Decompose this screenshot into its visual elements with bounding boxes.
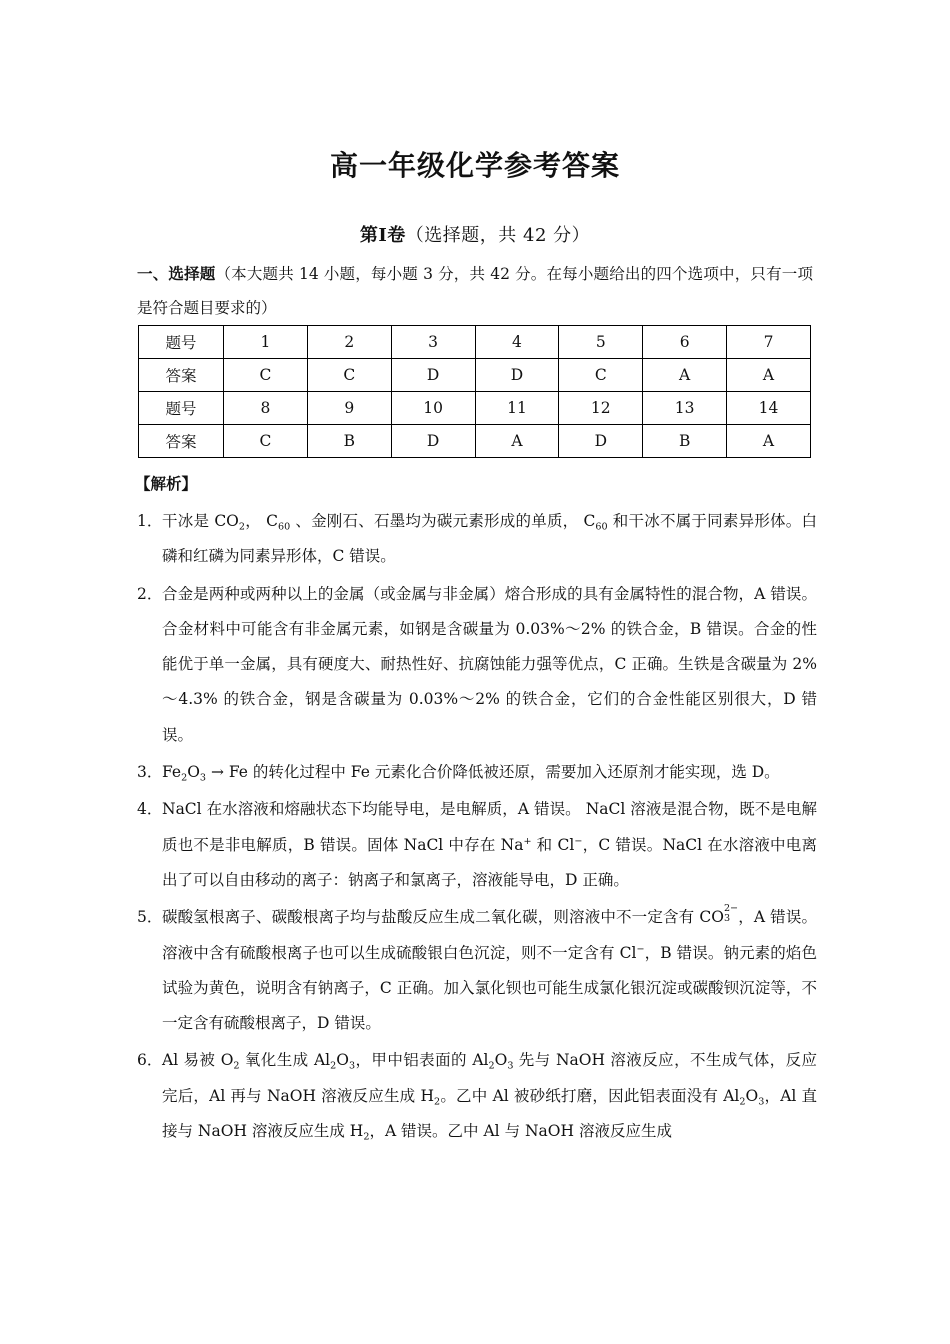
item-text: $Fe_2O_3 \to Fe$ 的转化过程中 Fe 元素化合价降低被还原，需要加入还原剂才能实现，选 D。 <box>162 763 780 784</box>
analysis-item-1 <box>137 504 817 575</box>
analysis-item-3 <box>137 755 817 790</box>
question-number-cell: 11 <box>475 392 559 425</box>
table-row <box>139 392 811 425</box>
question-number-cell: 6 <box>643 326 727 359</box>
item-text: NaCl 在水溶液和熔融状态下均能导电，是电解质，A 错误。 NaCl 溶液是混合物，既不是电解质也不是非电解质，B 错误。固体 NaCl 中存在 Na+ 和 Cl−，C 错误。NaCl 在水溶液中电离出了可以自由移动的离子：钠离子和氯离子，溶液能导电，D 正确。 <box>162 800 817 889</box>
question-number-cell: 8 <box>224 392 308 425</box>
part-title-bold: 第Ⅰ卷 <box>359 225 406 246</box>
question-number-cell: 5 <box>559 326 643 359</box>
analysis-list <box>137 504 817 1151</box>
answer-cell: C <box>307 359 391 392</box>
item-number: 6． <box>137 1051 163 1070</box>
item-number: 1． <box>137 512 163 530</box>
item-text: 合金是两种或两种以上的金属（或金属与非金属）熔合形成的具有金属特性的混合物，A 错误。合金材料中可能含有非金属元素，如钢是含碳量为 0.03%～2% 的铁合金，B 错误。合金的性能优于单一金属，具有硬度大、耐热性好、抗腐蚀能力强等优点，C 正确。生铁是含碳量为 2%～4.3% 的铁合金，钢是含碳量为 0.03%～2% 的铁合金，它们的合金性能区别很大，D 错误。 <box>162 584 817 744</box>
row-header: 答案 <box>139 425 224 458</box>
answer-cell: C <box>224 359 308 392</box>
question-number-cell: 10 <box>391 392 475 425</box>
section-label: 一、选择题 <box>137 264 216 283</box>
section-intro <box>137 257 813 325</box>
section-description: （本大题共 14 小题，每小题 3 分，共 42 分。在每小题给出的四个选项中，只有一项是符合题目要求的） <box>137 265 813 317</box>
question-number-cell: 3 <box>391 326 475 359</box>
question-number-cell: 12 <box>559 392 643 425</box>
answer-cell: A <box>727 359 811 392</box>
question-number-cell: 13 <box>643 392 727 425</box>
question-number-cell: 2 <box>307 326 391 359</box>
item-text: 碳酸氢根离子、碳酸根离子均与盐酸反应生成二氧化碳，则溶液中不一定含有 CO 2− 3 ，A 错误。溶液中含有硫酸根离子也可以生成硫酸银白色沉淀，则不一定含有 Cl−，B 错误。钠元素的焰色试验为黄色，说明含有钠离子，C 正确。加入氯化钡也可能生成氯化银沉淀或碳酸钡沉淀等，不一定含有硫酸根离子，D 错误。 <box>162 902 817 1033</box>
row-header: 题号 <box>139 392 224 425</box>
question-number-cell: 9 <box>307 392 391 425</box>
analysis-item-2 <box>137 577 817 753</box>
part-title-rest: （选择题，共 42 分） <box>405 225 591 246</box>
answer-table <box>138 325 811 458</box>
answer-cell: A <box>727 425 811 458</box>
analysis-item-5 <box>137 900 817 1041</box>
answer-cell: D <box>559 425 643 458</box>
item-number: 3． <box>137 763 163 782</box>
item-number: 2． <box>137 584 163 603</box>
question-number-cell: 7 <box>727 326 811 359</box>
answer-cell: D <box>475 359 559 392</box>
answer-cell: A <box>475 425 559 458</box>
part-title <box>0 221 950 247</box>
analysis-label: 【解析】 <box>135 474 198 493</box>
row-header: 答案 <box>139 359 224 392</box>
item-text: 干冰是 $CO_2$， $C_{60}$ 、金刚石、石墨均为碳元素形成的单质， $C_{60}$ 和干冰不属于同素异形体。白磷和红磷为同素异形体，C 错误。 <box>162 512 817 566</box>
item-text: Al 易被 $O_2$ 氧化生成 $Al_2O_3$，甲中铝表面的 $Al_2O_3$ 先与 NaOH 溶液反应，不生成气体，反应完后，Al 再与 NaOH 溶液反应生成 $H_2$。乙中 Al 被砂纸打磨，因此铝表面没有 $Al_2O_3$，Al 直接与 NaOH 溶液反应生成 $H_2$，A 错误。乙中 Al 与 NaOH 溶液反应生成 <box>162 1051 817 1143</box>
table-row <box>139 326 811 359</box>
question-number-cell: 14 <box>727 392 811 425</box>
answer-cell: C <box>559 359 643 392</box>
analysis-item-6 <box>137 1043 817 1149</box>
analysis-item-4 <box>137 792 817 898</box>
question-number-cell: 1 <box>224 326 308 359</box>
row-header: 题号 <box>139 326 224 359</box>
answer-cell: B <box>307 425 391 458</box>
answer-cell: D <box>391 425 475 458</box>
answer-cell: C <box>224 425 308 458</box>
answer-cell: B <box>643 425 727 458</box>
item-number: 4． <box>137 800 163 819</box>
table-row <box>139 359 811 392</box>
answer-cell: D <box>391 359 475 392</box>
page-title: 高一年级化学参考答案 <box>329 149 620 182</box>
question-number-cell: 4 <box>475 326 559 359</box>
item-number: 5． <box>137 908 163 927</box>
answer-cell: A <box>643 359 727 392</box>
table-row <box>139 425 811 458</box>
